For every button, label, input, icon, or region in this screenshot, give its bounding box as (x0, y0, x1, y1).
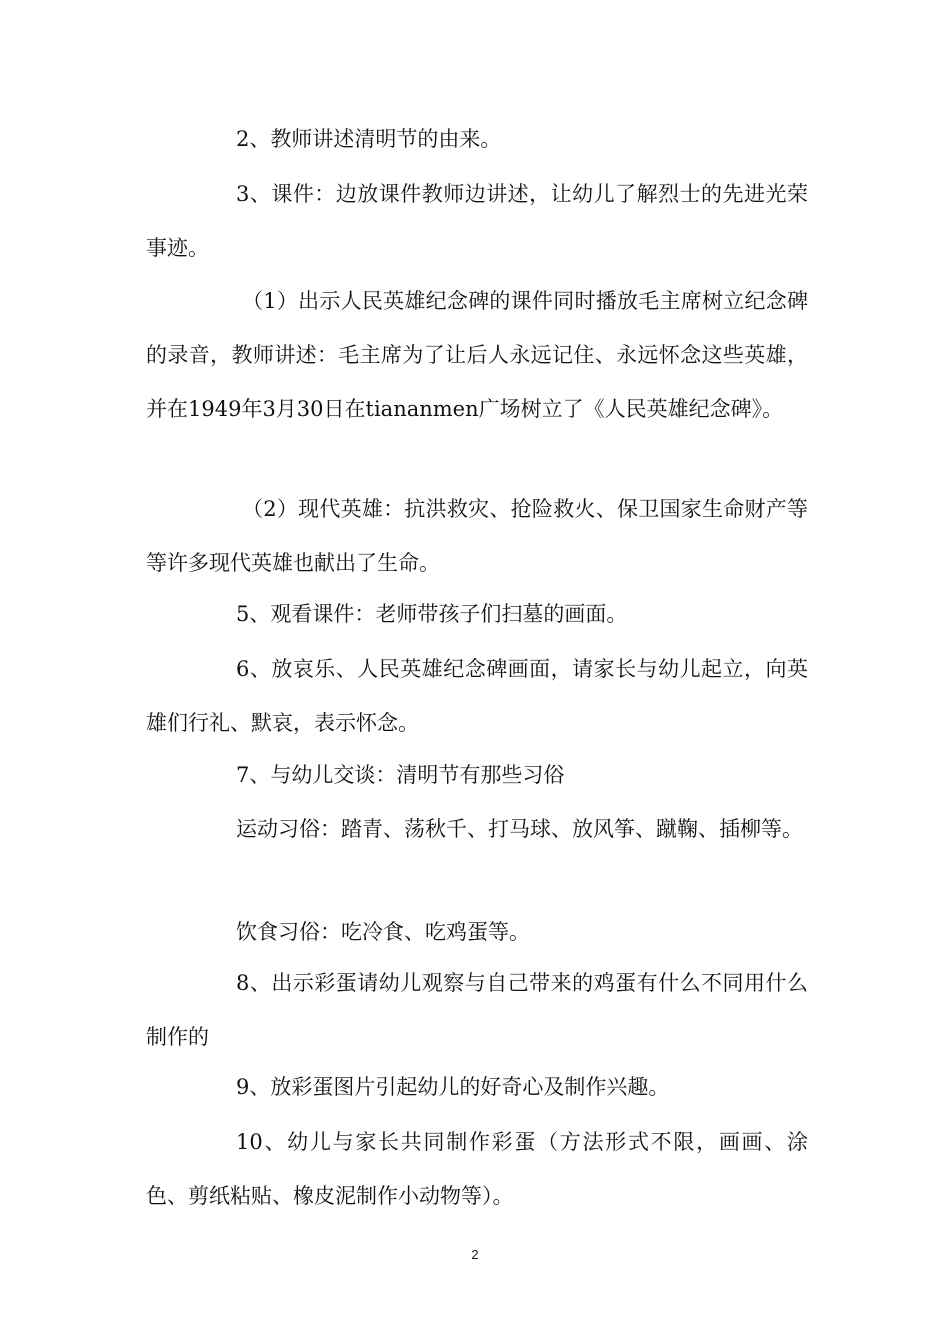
paragraph-step-10: 10、幼儿与家长共同制作彩蛋（方法形式不限，画画、涂色、剪纸粘贴、橡皮泥制作小动物等）。 (146, 1130, 808, 1208)
paragraph-step-6: 6、放哀乐、人民英雄纪念碑画面，请家长与幼儿起立，向英雄们行礼、默哀，表示怀念。 (146, 657, 808, 735)
paragraph-step-3: 3、课件：边放课件教师边讲述，让幼儿了解烈士的先进光荣事迹。 (146, 182, 808, 260)
paragraph-step-3-1: （1）出示人民英雄纪念碑的课件同时播放毛主席树立纪念碑的录音，教师讲述：毛主席为了让后人永远记住、永远怀念这些英雄，并在1949年3月30日在tiananmen广场树立了《人民英雄纪念碑》。 (146, 289, 808, 421)
paragraph-step-3-2: （2）现代英雄：抗洪救灾、抢险救火、保卫国家生命财产等等许多现代英雄也献出了生命。 (146, 497, 808, 575)
paragraph-food-customs: 饮食习俗：吃冷食、吃鸡蛋等。 (236, 920, 530, 944)
paragraph-step-5: 5、观看课件：老师带孩子们扫墓的画面。 (236, 602, 628, 626)
paragraph-step-9: 9、放彩蛋图片引起幼儿的好奇心及制作兴趣。 (236, 1075, 670, 1099)
paragraph-sports-customs: 运动习俗：踏青、荡秋千、打马球、放风筝、蹴鞠、插柳等。 (236, 817, 803, 841)
paragraph-step-8: 8、出示彩蛋请幼儿观察与自己带来的鸡蛋有什么不同用什么制作的 (146, 971, 808, 1049)
paragraph-step-7: 7、与幼儿交谈：清明节有那些习俗 (236, 763, 565, 787)
page-number: 2 (471, 1247, 479, 1262)
paragraph-step-2: 2、教师讲述清明节的由来。 (236, 127, 502, 151)
